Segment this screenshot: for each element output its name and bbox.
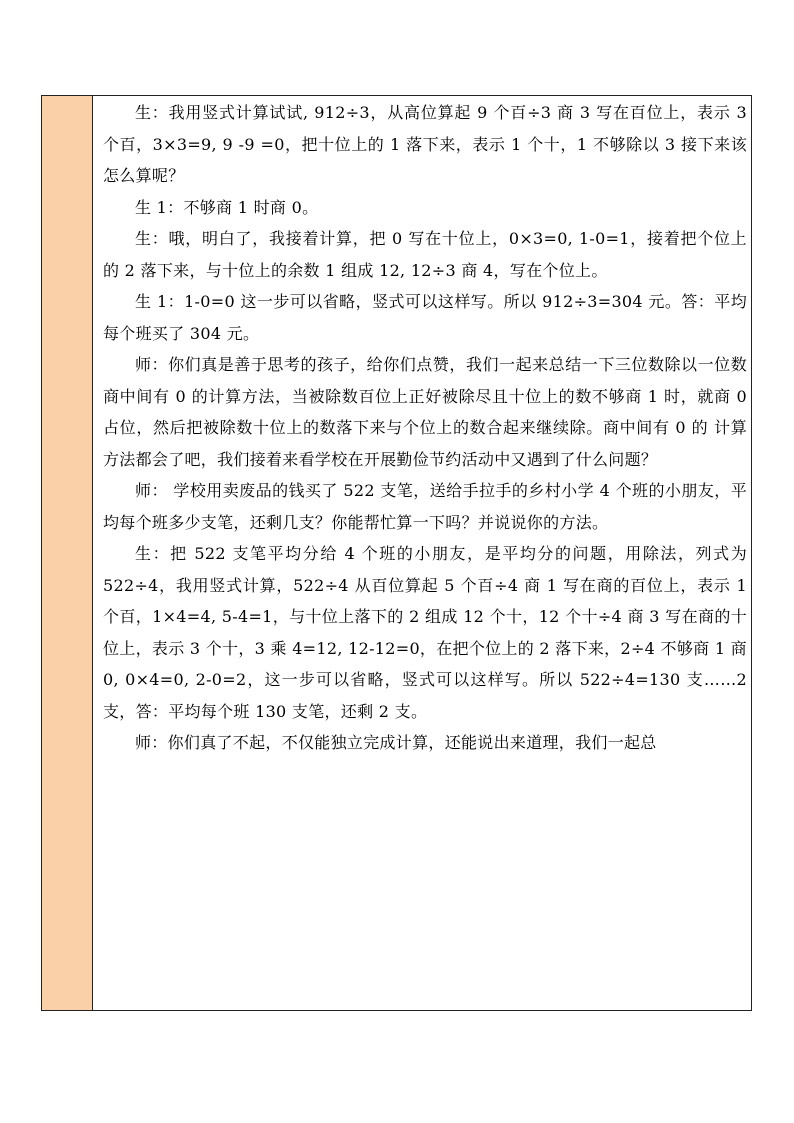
paragraph: 生 1：不够商 1 时商 0。 — [135, 197, 319, 217]
paragraph: 师：你们真是善于思考的孩子，给你们点赞，我们一起来总结一下三位数除以一位数商中间有 0 的计算方法，当被除数百位上正好被除尽且十位上的数不够商 1 时，就商 0 占位，然后把被除数十位上的数落下来与个位上的数合起来继续除。商中间有 0 的 计算方法都会了吧，我们接着来看学校在开展勤俭节约活动中又遇到了什么问题？ — [103, 355, 747, 469]
paragraph: 师：你们真了不起，不仅能独立完成计算，还能说出来道理，我们一起总 — [135, 733, 657, 752]
table-side-column — [42, 96, 93, 1010]
paragraph: 生 1：1-0=0 这一步可以省略，竖式可以这样写。所以 912÷3=304 元。答：平均每个班买了 304 元。 — [103, 292, 747, 343]
paragraph: 生：哦，明白了，我接着计算，把 0 写在十位上，0×3=0, 1-0=1，接着把个位上的 2 落下来，与十位上的余数 1 组成 12, 12÷3 商 4，写在个位上。 — [103, 229, 747, 280]
paragraph: 师： 学校用卖废品的钱买了 522 支笔，送给手拉手的乡村小学 4 个班的小朋友，平均每个班多少支笔，还剩几支？你能帮忙算一下吗？并说说你的方法。 — [103, 481, 747, 532]
paragraph: 生：我用竖式计算试试, 912÷3，从高位算起 9 个百÷3 商 3 写在百位上，表示 3 个百，3×3=9, 9 -9 =0，把十位上的 1 落下来，表示 1 个十，1 不够除以 3 接下来该怎么算呢？ — [103, 103, 747, 185]
lesson-table — [41, 95, 752, 1011]
paragraph: 生：把 522 支笔平均分给 4 个班的小朋友，是平均分的问题，用除法，列式为 522÷4，我用竖式计算，522÷4 从百位算起 5 个百÷4 商 1 写在商的百位上，表示 1 个百，1×4=4, 5-4=1，与十位上落下的 2 组成 12 个十，12 个十÷4 商 3 写在商的十位上，表示 3 个十，3 乘 4=12, 12-12=0，在把个位上的 2 落下来，2÷4 不够商 1 商 0, 0×4=0, 2-0=2，这一步可以省略，竖式可以这样写。所以 522÷4=130 支……2 支，答：平均每个班 130 支笔，还剩 2 支。 — [103, 544, 747, 721]
lesson-dialogue — [93, 96, 751, 1010]
